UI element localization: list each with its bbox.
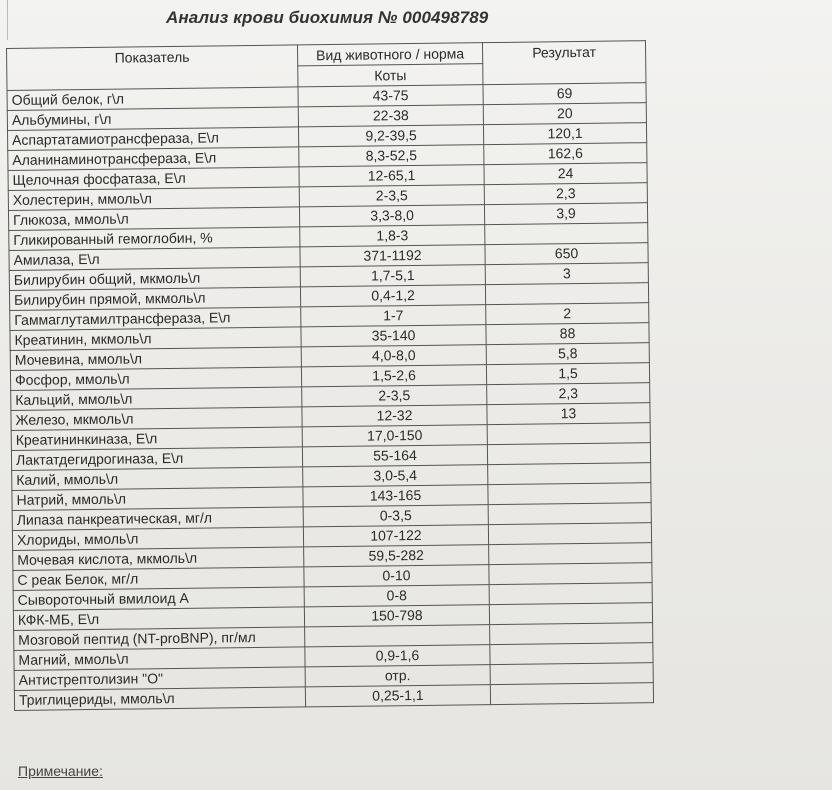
norm-value: 55-164 — [302, 445, 487, 467]
norm-value: 43-75 — [298, 85, 483, 107]
norm-value: отр. — [305, 665, 490, 687]
norm-value: 0-10 — [304, 565, 489, 587]
norm-value: 1-7 — [301, 305, 486, 327]
norm-value: 59,5-282 — [304, 545, 489, 567]
indicator-name: Билирубин прямой, мкмоль\л — [9, 287, 300, 311]
result-value: 650 — [485, 243, 648, 265]
result-value: 13 — [487, 403, 650, 425]
indicator-name: КФК-МБ, Е\л — [13, 607, 304, 631]
result-value: 2,3 — [487, 383, 650, 405]
indicator-name: Холестерин, ммоль\л — [8, 187, 299, 211]
indicator-name: Антистрептолизин "О" — [14, 667, 305, 691]
indicator-name: Мозговой пептид (NT-proBNP), пг/мл — [14, 627, 305, 651]
indicator-name: Альбумины, г\л — [7, 107, 298, 131]
norm-value: 4,0-8,0 — [301, 345, 486, 367]
indicator-name: Мочевая кислота, мкмоль\л — [13, 547, 304, 571]
norm-value: 0-3,5 — [303, 505, 488, 527]
note-label: Примечание: — [18, 763, 103, 779]
result-value — [490, 643, 653, 665]
indicator-name: Мочевина, ммоль\л — [10, 347, 301, 371]
results-table — [6, 40, 654, 711]
norm-value: 2-3,5 — [299, 185, 484, 207]
result-value — [489, 583, 652, 605]
result-value: 2 — [486, 303, 649, 325]
indicator-name: Хлориды, ммоль\л — [12, 527, 303, 551]
result-value: 3,9 — [484, 203, 647, 225]
result-value — [489, 543, 652, 565]
norm-value: 1,5-2,6 — [301, 365, 486, 387]
result-value: 2,3 — [484, 183, 647, 205]
indicator-name: Калий, ммоль\л — [12, 467, 303, 491]
result-value — [488, 503, 651, 525]
table-body — [7, 83, 654, 711]
indicator-name: Общий белок, г\л — [7, 87, 298, 111]
indicator-name: Лактатдегидрогиназа, Е\л — [11, 447, 302, 471]
result-value — [490, 683, 653, 705]
norm-value: 1,7-5,1 — [300, 265, 485, 287]
result-value — [487, 443, 650, 465]
indicator-name: Липаза панкреатическая, мг/л — [12, 507, 303, 531]
result-value — [489, 563, 652, 585]
norm-value: 3,0-5,4 — [303, 465, 488, 487]
indicator-name: Креатининкиназа, Е\л — [11, 427, 302, 451]
norm-value: 1,8-3 — [300, 225, 485, 247]
result-value — [487, 423, 650, 445]
norm-value: 2-3,5 — [302, 385, 487, 407]
result-value — [485, 283, 648, 305]
indicator-name: Гликированный гемоглобин, % — [9, 227, 300, 251]
norm-value: 0-8 — [304, 585, 489, 607]
norm-value: 0,9-1,6 — [305, 645, 490, 667]
norm-value — [305, 625, 490, 647]
norm-value: 9,2-39,5 — [298, 125, 483, 147]
indicator-name: Щелочная фосфатаза, Е\л — [8, 167, 299, 191]
indicator-name: Фосфор, ммоль\л — [10, 367, 301, 391]
result-value: 69 — [483, 83, 646, 105]
result-value — [490, 663, 653, 685]
result-value — [489, 603, 652, 625]
indicator-name: Сывороточный вмилоид А — [13, 587, 304, 611]
indicator-name: Натрий, ммоль\л — [12, 487, 303, 511]
indicator-name: С реак Белок, мг/л — [13, 567, 304, 591]
norm-value: 17,0-150 — [302, 425, 487, 447]
norm-value: 143-165 — [303, 485, 488, 507]
header-indicator: Показатель — [7, 45, 298, 91]
norm-value: 8,3-52,5 — [299, 145, 484, 167]
norm-value: 3,3-8,0 — [299, 205, 484, 227]
norm-value: 12-65,1 — [299, 165, 484, 187]
header-norm: Вид животного / норма — [297, 43, 482, 66]
result-value — [488, 523, 651, 545]
result-value: 5,8 — [486, 343, 649, 365]
result-value — [488, 483, 651, 505]
result-value: 20 — [483, 103, 646, 125]
indicator-name: Кальций, ммоль\л — [11, 387, 302, 411]
norm-value: 107-122 — [303, 525, 488, 547]
result-value: 1,5 — [486, 363, 649, 385]
result-value — [485, 223, 648, 245]
norm-value: 0,4-1,2 — [300, 285, 485, 307]
norm-value: 22-38 — [298, 105, 483, 127]
indicator-name: Аспартатамиотрансфераза, Е\л — [8, 127, 299, 151]
indicator-name: Триглицериды, ммоль\л — [14, 687, 305, 711]
norm-value: 12-32 — [302, 405, 487, 427]
norm-value: 150-798 — [304, 605, 489, 627]
result-value: 3 — [485, 263, 648, 285]
norm-value: 371-1192 — [300, 245, 485, 267]
result-value — [488, 463, 651, 485]
indicator-name: Магний, ммоль\л — [14, 647, 305, 671]
norm-value: 0,25-1,1 — [305, 685, 490, 707]
norm-value: 35-140 — [301, 325, 486, 347]
header-result: Результат — [482, 41, 646, 85]
indicator-name: Аланинаминотрансфераза, Е\л — [8, 147, 299, 171]
indicator-name: Креатинин, мкмоль\л — [10, 327, 301, 351]
result-value — [490, 623, 653, 645]
header-species: Коты — [298, 64, 483, 87]
indicator-name: Билирубин общий, мкмоль\л — [9, 267, 300, 291]
paper-edge-line — [7, 0, 8, 40]
report-title: Анализ крови биохимия № 000498789 — [166, 8, 489, 27]
indicator-name: Амилаза, Е\л — [9, 247, 300, 271]
result-value: 120,1 — [483, 123, 646, 145]
indicator-name: Железо, мкмоль\л — [11, 407, 302, 431]
indicator-name: Глюкоза, ммоль\л — [8, 207, 299, 231]
result-value: 88 — [486, 323, 649, 345]
result-value: 24 — [484, 163, 647, 185]
indicator-name: Гаммаглутамилтрансфераза, Е\л — [10, 307, 301, 331]
result-value: 162,6 — [484, 143, 647, 165]
